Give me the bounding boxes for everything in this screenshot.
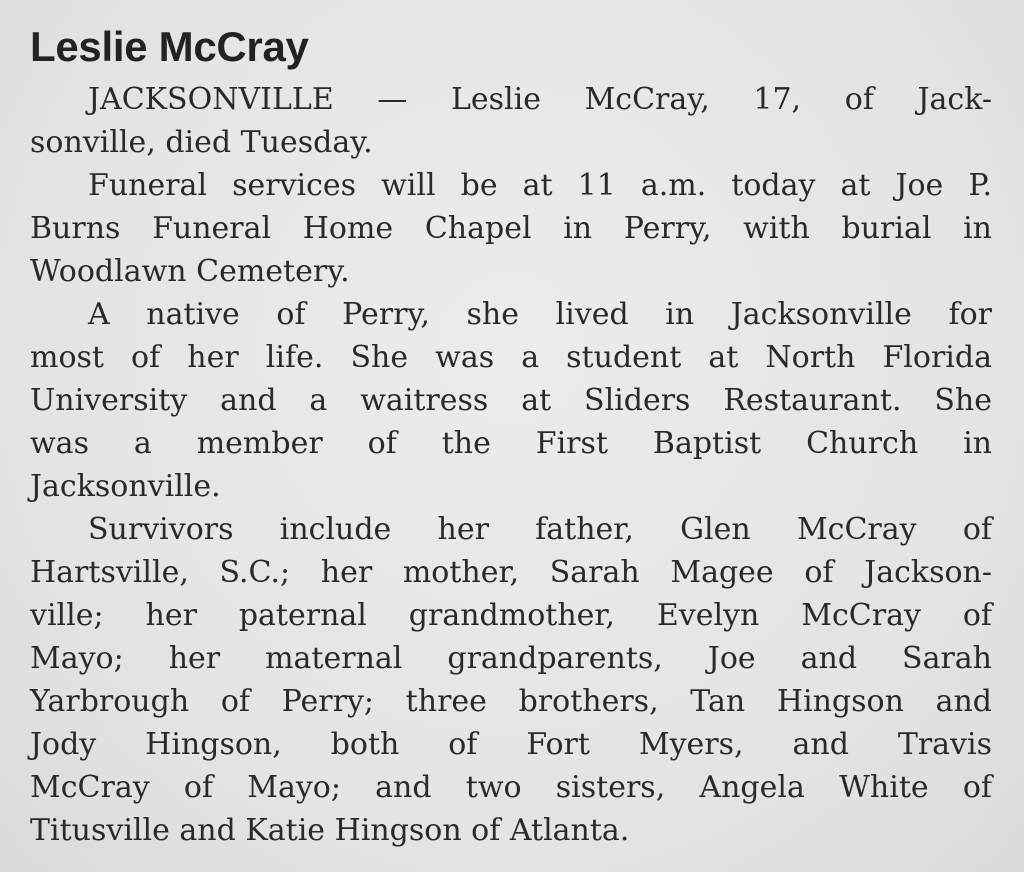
text-line: Titusville and Katie Hingson of Atlanta.: [30, 813, 630, 848]
text-line: sonville, died Tuesday.: [30, 125, 373, 160]
text-line: Mayo; her maternal grandparents, Joe and Sarah: [30, 641, 992, 676]
text-line: Woodlawn Cemetery.: [30, 254, 350, 289]
text-line: ville; her paternal grandmother, Evelyn McCray of: [30, 598, 992, 633]
paragraph-biography: [30, 293, 992, 508]
text-line: was a member of the First Baptist Church in: [30, 426, 992, 461]
text-line: most of her life. She was a student at North Florida: [30, 340, 992, 375]
text-line: Burns Funeral Home Chapel in Perry, with burial in: [30, 211, 992, 246]
text-line: JACKSONVILLE — Leslie McCray, 17, of Jack-: [88, 82, 992, 117]
text-line: Funeral services will be at 11 a.m. today at Joe P.: [88, 168, 992, 203]
text-line: Hartsville, S.C.; her mother, Sarah Magee of Jackson-: [30, 555, 992, 590]
obituary-headline: Leslie McCray: [30, 23, 309, 70]
paragraph-funeral-services: [30, 164, 992, 293]
obituary-body: [30, 78, 992, 852]
text-line: Yarbrough of Perry; three brothers, Tan Hingson and: [30, 684, 992, 719]
text-line: University and a waitress at Sliders Restaurant. She: [30, 383, 992, 418]
text-line: Jacksonville.: [30, 469, 221, 504]
text-line: Survivors include her father, Glen McCray of: [88, 512, 992, 547]
text-line: A native of Perry, she lived in Jacksonville for: [88, 297, 992, 332]
text-line: Jody Hingson, both of Fort Myers, and Travis: [30, 727, 992, 762]
text-line: McCray of Mayo; and two sisters, Angela White of: [30, 770, 992, 805]
paragraph-death-notice: [30, 78, 992, 164]
paragraph-survivors: [30, 508, 992, 852]
